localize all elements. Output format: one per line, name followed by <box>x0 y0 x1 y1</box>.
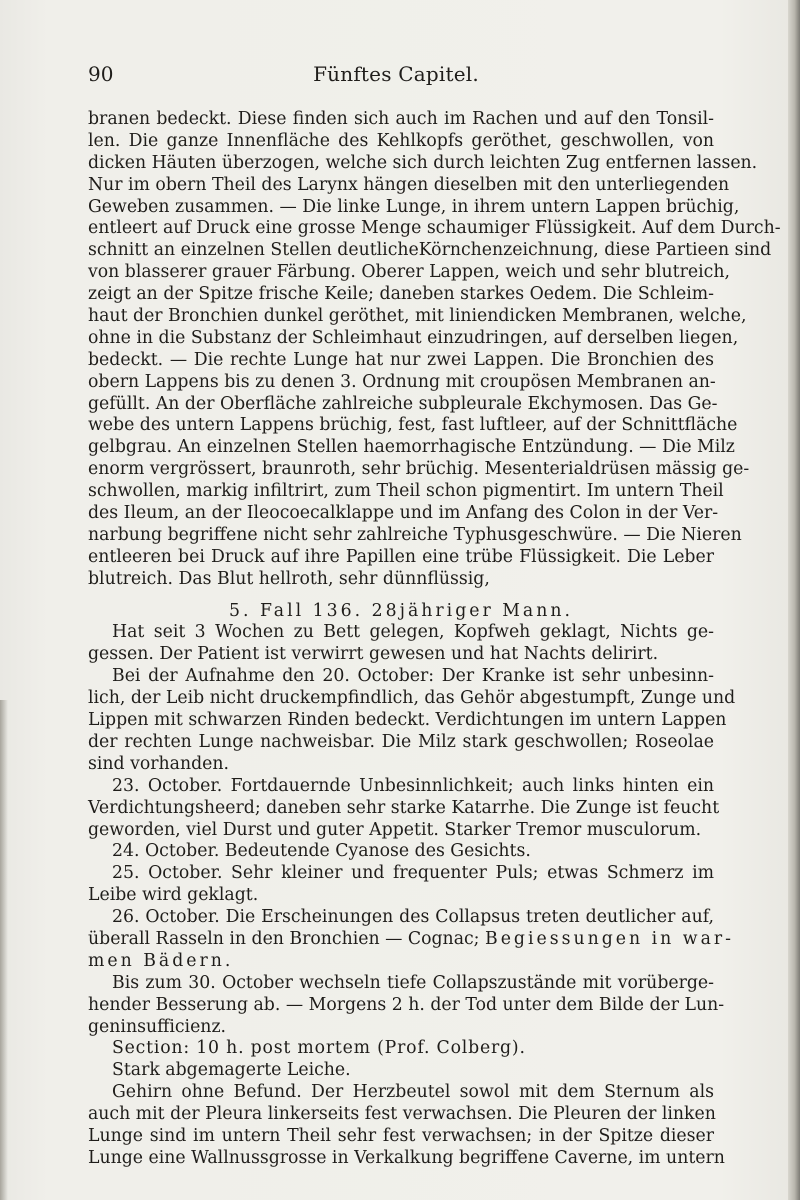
text-line: Lunge eine Wallnussgrosse in Verkalkung begriffene Caverne, im untern <box>88 1147 725 1168</box>
text-line: 25. October. Sehr kleiner und frequenter Puls; etwas Schmerz im <box>112 863 714 884</box>
text-line: Hat seit 3 Wochen zu Bett gelegen, Kopfweh geklagt, Nichts ge- <box>112 622 714 643</box>
text-line: Geweben zusammen. — Die linke Lunge, in ihrem untern Lappen brüchig, <box>88 196 740 217</box>
text-line: des Ileum, an der Ileocoecalklappe und im Anfang des Colon in der Ver- <box>88 503 719 524</box>
text-line: von blasserer grauer Färbung. Oberer Lappen, weich und sehr blutreich, <box>88 262 730 283</box>
text-line <box>88 928 734 951</box>
page-number: 90 <box>88 62 114 86</box>
text-line: Stark abgemagerte Leiche. <box>112 1060 351 1081</box>
page-edge-shadow <box>788 0 800 1200</box>
text-line: Nur im obern Theil des Larynx hängen dieselben mit den unterliegenden <box>88 174 730 195</box>
text-line: Lippen mit schwarzen Rinden bedeckt. Verdichtungen im untern Lappen <box>88 710 727 731</box>
text-line: haut der Bronchien dunkel geröthet, mit liniendicken Membranen, welche, <box>88 306 747 327</box>
binding-shadow <box>0 700 8 1200</box>
text-line: schwollen, markig infiltrirt, zum Theil schon pigmentirt. Im untern Theil <box>88 481 724 502</box>
text-line: bedeckt. — Die rechte Lunge hat nur zwei Lappen. Die Bronchien des <box>88 349 714 370</box>
text-line: obern Lappens bis zu denen 3. Ordnung mit croupösen Membranen an- <box>88 371 716 392</box>
running-head: Fünftes Capitel. <box>313 62 479 86</box>
text-line: Bei der Aufnahme den 20. October: Der Kranke ist sehr unbesinn- <box>112 666 714 687</box>
text-line: Bis zum 30. October wechseln tiefe Collapszustände mit vorüberge- <box>112 972 714 993</box>
text-line: gelbgrau. An einzelnen Stellen haemorrhagische Entzündung. — Die Milz <box>88 437 735 458</box>
text-line: enorm vergrössert, braunroth, sehr brüchig. Mesenterialdrüsen mässig ge- <box>88 459 750 480</box>
text-line: Verdichtungsheerd; daneben sehr starke Katarrhe. Die Zunge ist feucht <box>88 797 720 818</box>
text-line: ohne in die Substanz der Schleimhaut einzudringen, auf derselben liegen, <box>88 327 739 348</box>
case-heading: 5. Fall 136. 28jähriger Mann. <box>229 600 573 621</box>
page-header <box>80 62 712 92</box>
text-line: hender Besserung ab. — Morgens 2 h. der Tod unter dem Bilde der Lun- <box>88 994 725 1015</box>
spaced-text: Begiessungen in war- <box>485 928 734 949</box>
text-line: gefüllt. An der Oberfläche zahlreiche subpleurale Ekchymosen. Das Ge- <box>88 393 718 414</box>
text-line: entleeren bei Druck auf ihre Papillen eine trübe Flüssigkeit. Die Leber <box>88 546 714 567</box>
text-line: 23. October. Fortdauernde Unbesinnlichkeit; auch links hinten ein <box>112 775 714 796</box>
text-line: der rechten Lunge nachweisbar. Die Milz stark geschwollen; Roseolae <box>88 731 714 752</box>
text-line: gessen. Der Patient ist verwirrt gewesen und hat Nachts delirirt. <box>88 644 659 665</box>
text-line: zeigt an der Spitze frische Keile; daneben starkes Oedem. Die Schleim- <box>88 284 714 305</box>
section-heading: Section: 10 h. post mortem (Prof. Colberg). <box>112 1038 526 1059</box>
spaced-text: men Bädern. <box>88 950 234 971</box>
text-line: branen bedeckt. Diese finden sich auch im Rachen und auf den Tonsil- <box>88 109 714 129</box>
spacer <box>88 591 714 601</box>
text-line: blutreich. Das Blut hellroth, sehr dünnflüssig, <box>88 568 490 589</box>
text-line: Lunge sind im untern Theil sehr fest verwachsen; in der Spitze dieser <box>88 1125 714 1146</box>
text-line: geninsufficienz. <box>88 1016 227 1037</box>
text-line: len. Die ganze Innenfläche des Kehlkopfs geröthet, geschwollen, von <box>88 130 714 151</box>
text-line: Leibe wird geklagt. <box>88 885 259 906</box>
text-fragment: überall Rasseln in den Bronchien — Cognac; <box>88 928 480 949</box>
text-line: auch mit der Pleura linkerseits fest verwachsen. Die Pleuren der linken <box>88 1104 716 1125</box>
text-line: lich, der Leib nicht druckempfindlich, das Gehör abgestumpft, Zunge und <box>88 688 736 709</box>
text-line: geworden, viel Durst und guter Appetit. Starker Tremor musculorum. <box>88 819 702 840</box>
text-line: entleert auf Druck eine grosse Menge schaumiger Flüssigkeit. Auf dem Durch- <box>88 218 781 239</box>
text-line: Gehirn ohne Befund. Der Herzbeutel sowol mit dem Sternum als <box>112 1082 714 1103</box>
text-line: dicken Häuten überzogen, welche sich durch leichten Zug entfernen lassen. <box>88 152 758 173</box>
text-line: 26. October. Die Erscheinungen des Collapsus treten deutlicher auf, <box>112 907 714 928</box>
text-line: sind vorhanden. <box>88 753 229 774</box>
text-line: 24. October. Bedeutende Cyanose des Gesichts. <box>112 841 531 862</box>
text-line: webe des untern Lappens brüchig, fest, fast luftleer, auf der Schnittfläche <box>88 415 738 436</box>
text-line: narbung begriffene nicht sehr zahlreiche Typhusgeschwüre. — Die Nieren <box>88 524 742 545</box>
body-text <box>88 109 781 1170</box>
text-line: schnitt an einzelnen Stellen deutlicheKörnchenzeichnung, diese Partieen sind <box>88 240 772 261</box>
